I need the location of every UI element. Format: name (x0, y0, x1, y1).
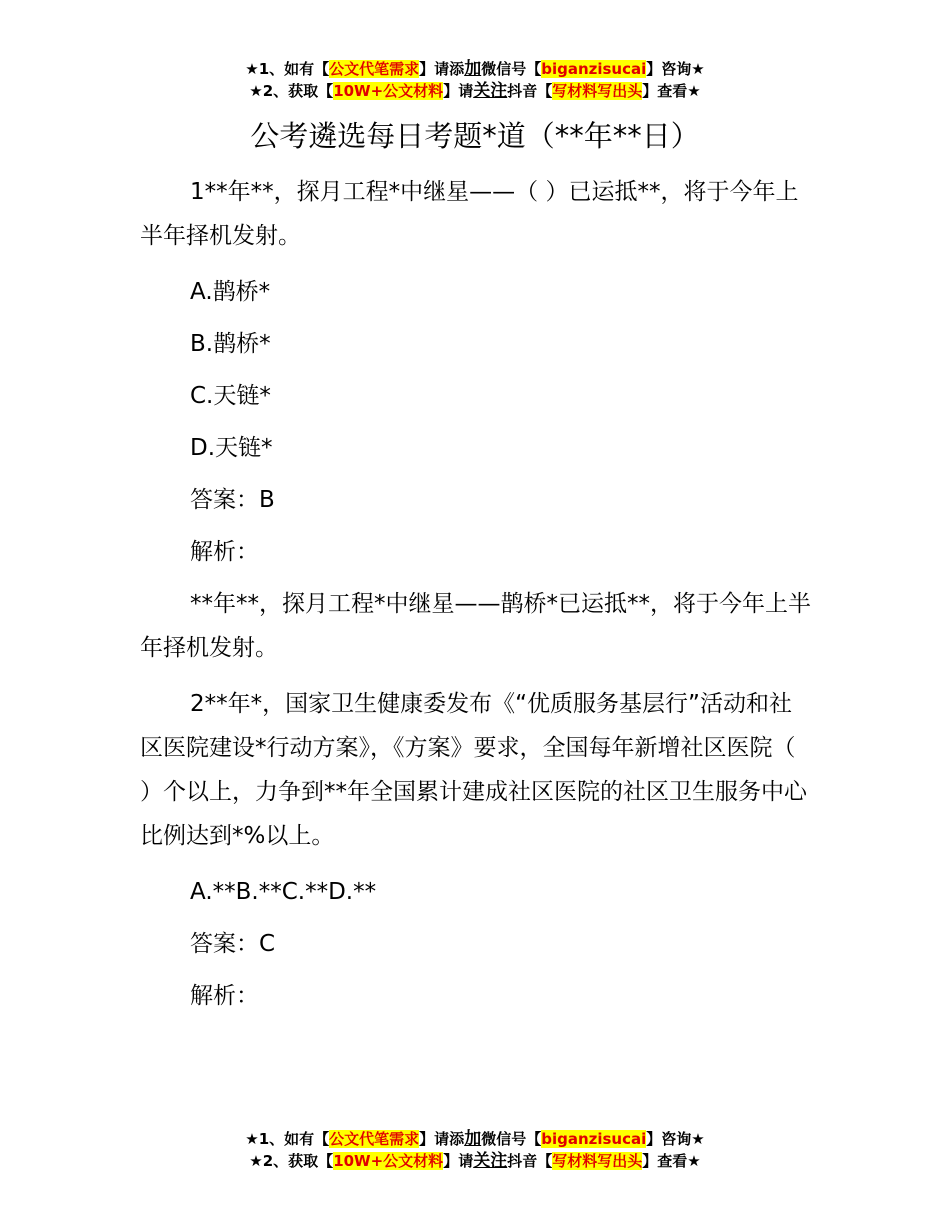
options-2: A.**B.**C.**D.** (190, 879, 377, 905)
question-2: 2**年*，国家卫生健康委发布《“优质服务基层行”活动和社区医院建设*行动方案》，《方案》要求，全国每年新增社区医院（ ）个以上，力争到**年全国累计建成社区医院的社区卫生服务中心比例达到*%以上。 (140, 691, 807, 849)
highlight-douyin: 写材料写出头 (552, 1152, 643, 1170)
banner-line-1: ★1、如有【公文代笔需求】请添加微信号【biganzisucai】咨询★ (245, 59, 705, 79)
option-a: A.鹊桥* (190, 279, 271, 305)
option-c: C.天链* (190, 383, 271, 409)
highlight-wechat-id: biganzisucai (541, 1130, 647, 1148)
highlight-service: 公文代笔需求 (329, 1130, 420, 1148)
answer-2: 答案：C (190, 931, 276, 957)
highlight-douyin: 写材料写出头 (552, 82, 643, 100)
option-d: D.天链* (190, 435, 273, 461)
banner-line-2: ★2、获取【10W+公文材料】请关注抖音【写材料写出头】查看★ (249, 1151, 701, 1171)
answer-1: 答案：B (190, 487, 275, 513)
document-body (140, 170, 812, 1026)
header-banner (0, 58, 950, 102)
analysis-label-2: 解析： (190, 983, 259, 1009)
page-title: 公考遴选每日考题*道（**年**日） (250, 119, 700, 153)
highlight-materials: 10W+公文材料 (333, 1152, 444, 1170)
option-b: B.鹊桥* (190, 331, 271, 357)
highlight-materials: 10W+公文材料 (333, 82, 444, 100)
banner-line-1: ★1、如有【公文代笔需求】请添加微信号【biganzisucai】咨询★ (245, 1129, 705, 1149)
footer-banner (0, 1128, 950, 1172)
banner-line-2: ★2、获取【10W+公文材料】请关注抖音【写材料写出头】查看★ (249, 81, 701, 101)
question-1: 1**年**，探月工程*中继星——（ ）已运抵**，将于今年上半年择机发射。 (140, 179, 799, 249)
highlight-wechat-id: biganzisucai (541, 60, 647, 78)
analysis-label-1: 解析： (190, 539, 259, 565)
analysis-1: **年**，探月工程*中继星——鹊桥*已运抵**，将于今年上半年择机发射。 (140, 591, 811, 661)
highlight-service: 公文代笔需求 (329, 60, 420, 78)
